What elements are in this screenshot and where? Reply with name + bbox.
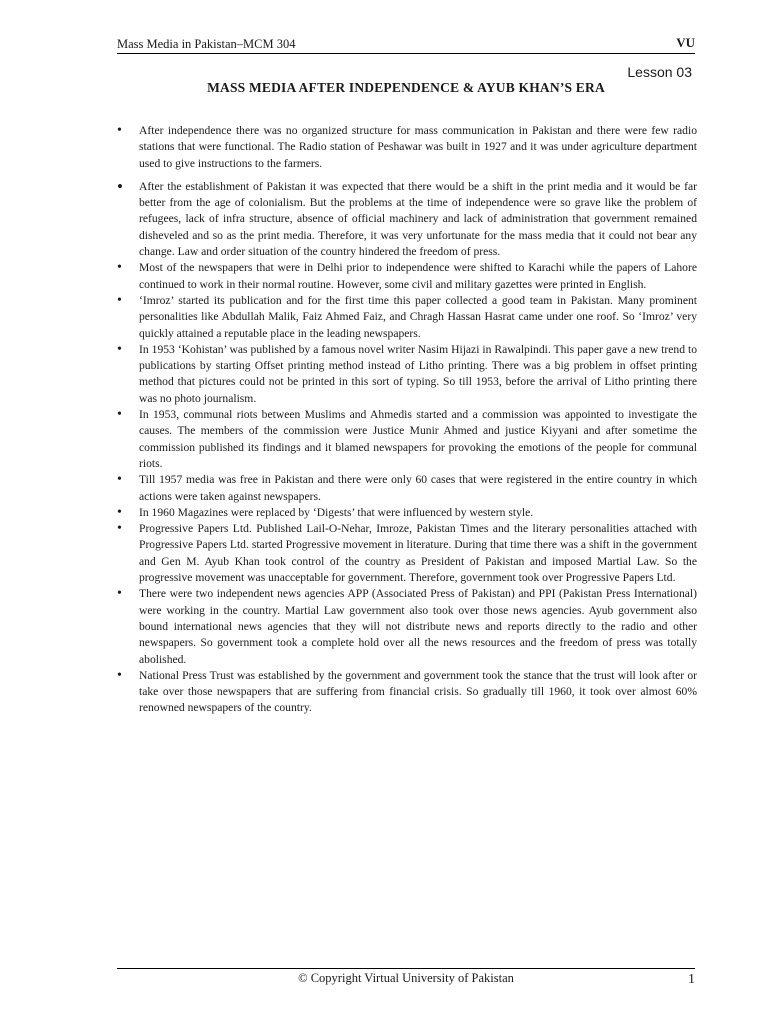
page-title: MASS MEDIA AFTER INDEPENDENCE & AYUB KHAN’S ERA — [207, 80, 605, 95]
bullet-item: • In 1953, communal riots between Muslims and Ahmedis started and a commission was appointed to investigate the causes. The members of the commission were Justice Munir Ahmed and justice Kiyyani and after sometime the commission published its findings and it blamed newspapers for provoking the emotions of the people for communal riots. — [113, 407, 697, 472]
course-title: Mass Media in Pakistan–MCM 304 — [117, 37, 296, 51]
bullet-item: • In 1953 ‘Kohistan’ was published by a famous novel writer Nasim Hijazi in Rawalpindi. This paper gave a new trend to publications by starting Offset printing method instead of Litho printing. There was a big problem in offset printing method that pictures could not be printed in this sort of typing. So till 1953, before the arrival of Litho printing there was no photo journalism. — [113, 342, 697, 407]
bullet-item: • After independence there was no organized structure for mass communication in Pakistan and there were few radio stations that were functional. The Radio station of Peshawar was built in 1927 and it was under agriculture department used to give instructions to the farmers. — [113, 123, 697, 172]
page-header — [117, 35, 695, 54]
bullet-item: • National Press Trust was established by the government and government took the stance that the trust will look after or take over those newspapers that are suffering from financial crisis. So gradually till 1960, it took over almost 60% renowned newspapers of the country. — [113, 668, 697, 717]
bullet-item: • There were two independent news agencies APP (Associated Press of Pakistan) and PPI (Pakistan Press International) were working in the country. Martial Law government also took over those news agencies. Ayub government also bound international news agencies that they will not distribute news and reports directly to the radio and other newspapers. So government took a complete hold over all the news resources and the freedom of press was totally abolished. — [113, 586, 697, 667]
bullet-list — [113, 123, 697, 717]
footer-divider — [117, 968, 695, 969]
bullet-item: • Most of the newspapers that were in Delhi prior to independence were shifted to Karachi while the papers of Lahore continued to work in their normal routine. However, some civil and military gazettes were printed in English. — [113, 260, 697, 293]
bullet-item: • Till 1957 media was free in Pakistan and there were only 60 cases that were registered in the entire country in which actions were taken against newspapers. — [113, 472, 697, 505]
page-number: 1 — [688, 972, 695, 987]
bullet-item: • ‘Imroz’ started its publication and for the first time this paper collected a good team in Pakistan. Many prominent personalities like Abdullah Malik, Faiz Ahmed Faiz, and Chragh Hassan Hasrat came under one roof. So ‘Imroz’ very quickly attained a reputable place in the leading newspapers. — [113, 293, 697, 342]
bullet-item: • In 1960 Magazines were replaced by ‘Digests’ that were influenced by western style. — [113, 505, 697, 521]
institution-abbrev: VU — [676, 35, 695, 50]
bullet-item: • After the establishment of Pakistan it was expected that there would be a shift in the print media and it would be far better from the age of colonialism. But the problems at the time of independence were so grave like the problem of refugees, lack of infra structure, absence of official machinery and lack of administration that government remained disheveled and so as the print media. Therefore, it was very unfortunate for the mass media that it could not bear any change. Law and order situation of the country hindered the freedom of press. — [113, 179, 697, 260]
lesson-number: Lesson 03 — [627, 64, 692, 80]
copyright-notice: © Copyright Virtual University of Pakistan — [298, 971, 514, 985]
bullet-item: • Progressive Papers Ltd. Published Lail-O-Nehar, Imroze, Pakistan Times and the literary personalities attached with Progressive Papers Ltd. started Progressive movement in literature. During that time there was a shift in the government and Gen M. Ayub Khan took control of the country as President of Pakistan and imposed Martial Law. So the progressive movement was unacceptable for government. Therefore, government took over Progressive Papers Ltd. — [113, 521, 697, 586]
